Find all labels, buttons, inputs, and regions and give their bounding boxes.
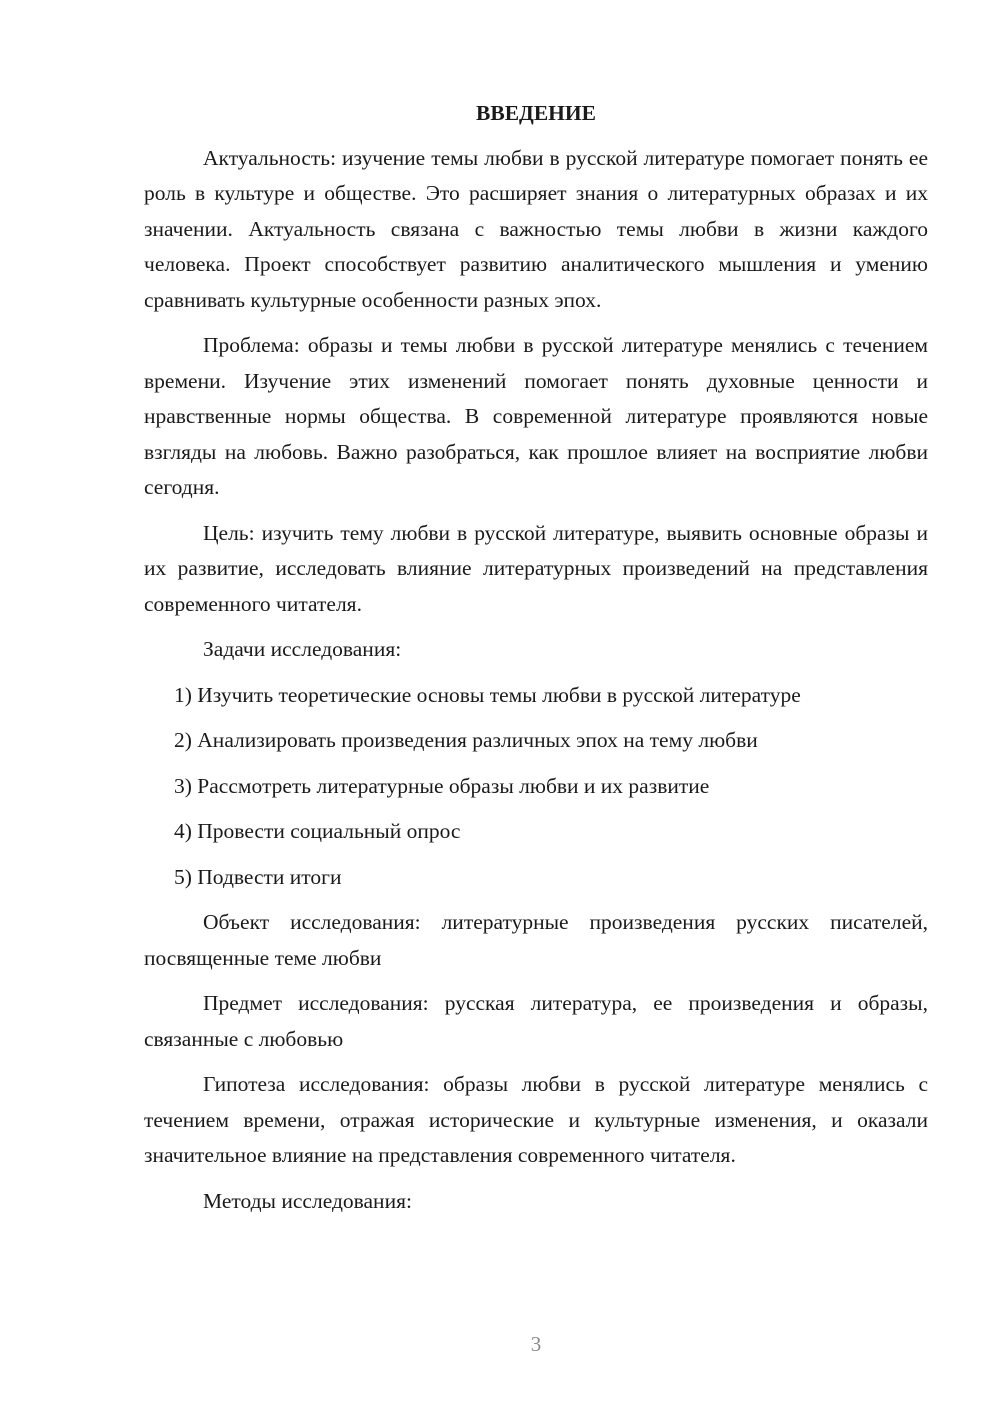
list-item: 4) Провести социальный опрос	[174, 819, 461, 843]
list-item: 1) Изучить теоретические основы темы любви в русской литературе	[174, 682, 801, 707]
section-heading: ВВЕДЕНИЕ	[476, 101, 596, 125]
page-content	[144, 96, 928, 1229]
tasks-list	[144, 678, 928, 896]
list-item: 2) Анализировать произведения различных эпох на тему любви	[174, 728, 758, 752]
page-number: 3	[530, 1332, 542, 1356]
list-item: 5) Подвести итоги	[174, 864, 342, 889]
paragraph-problem: Проблема: образы и темы любви в русской литературе менялись с течением времени. Изучение этих изменений помогает понять духовные ценности и нравственные нормы общества. В современной литературе проявляются новые взгляды на любовь. Важно разобраться, как прошлое влияет на восприятие любви сегодня.	[144, 333, 928, 499]
paragraph-relevance: Актуальность: изучение темы любви в русской литературе помогает понять ее роль в культуре и обществе. Это расширяет знания о литературных образах и их значении. Актуальность связана с важностью темы любви в жизни каждого человека. Проект способствует развитию аналитического мышления и умению сравнивать культурные особенности разных эпох.	[144, 145, 928, 312]
paragraph-goal: Цель: изучить тему любви в русской литературе, выявить основные образы и их развитие, исследовать влияние литературных произведений на представления современного читателя.	[144, 520, 928, 616]
paragraph-tasks-intro: Задачи исследования:	[203, 637, 402, 661]
paragraph-subject: Предмет исследования: русская литература, ее произведения и образы, связанные с любовью	[144, 991, 928, 1051]
paragraph-methods: Методы исследования:	[203, 1188, 412, 1213]
list-item: 3) Рассмотреть литературные образы любви и их развитие	[174, 773, 710, 798]
paragraph-hypothesis: Гипотеза исследования: образы любви в русской литературе менялись с течением времени, отражая исторические и культурные изменения, и оказали значительное влияние на представления современного читателя.	[144, 1072, 928, 1167]
paragraph-object: Объект исследования: литературные произведения русских писателей, посвященные теме любви	[144, 910, 928, 970]
